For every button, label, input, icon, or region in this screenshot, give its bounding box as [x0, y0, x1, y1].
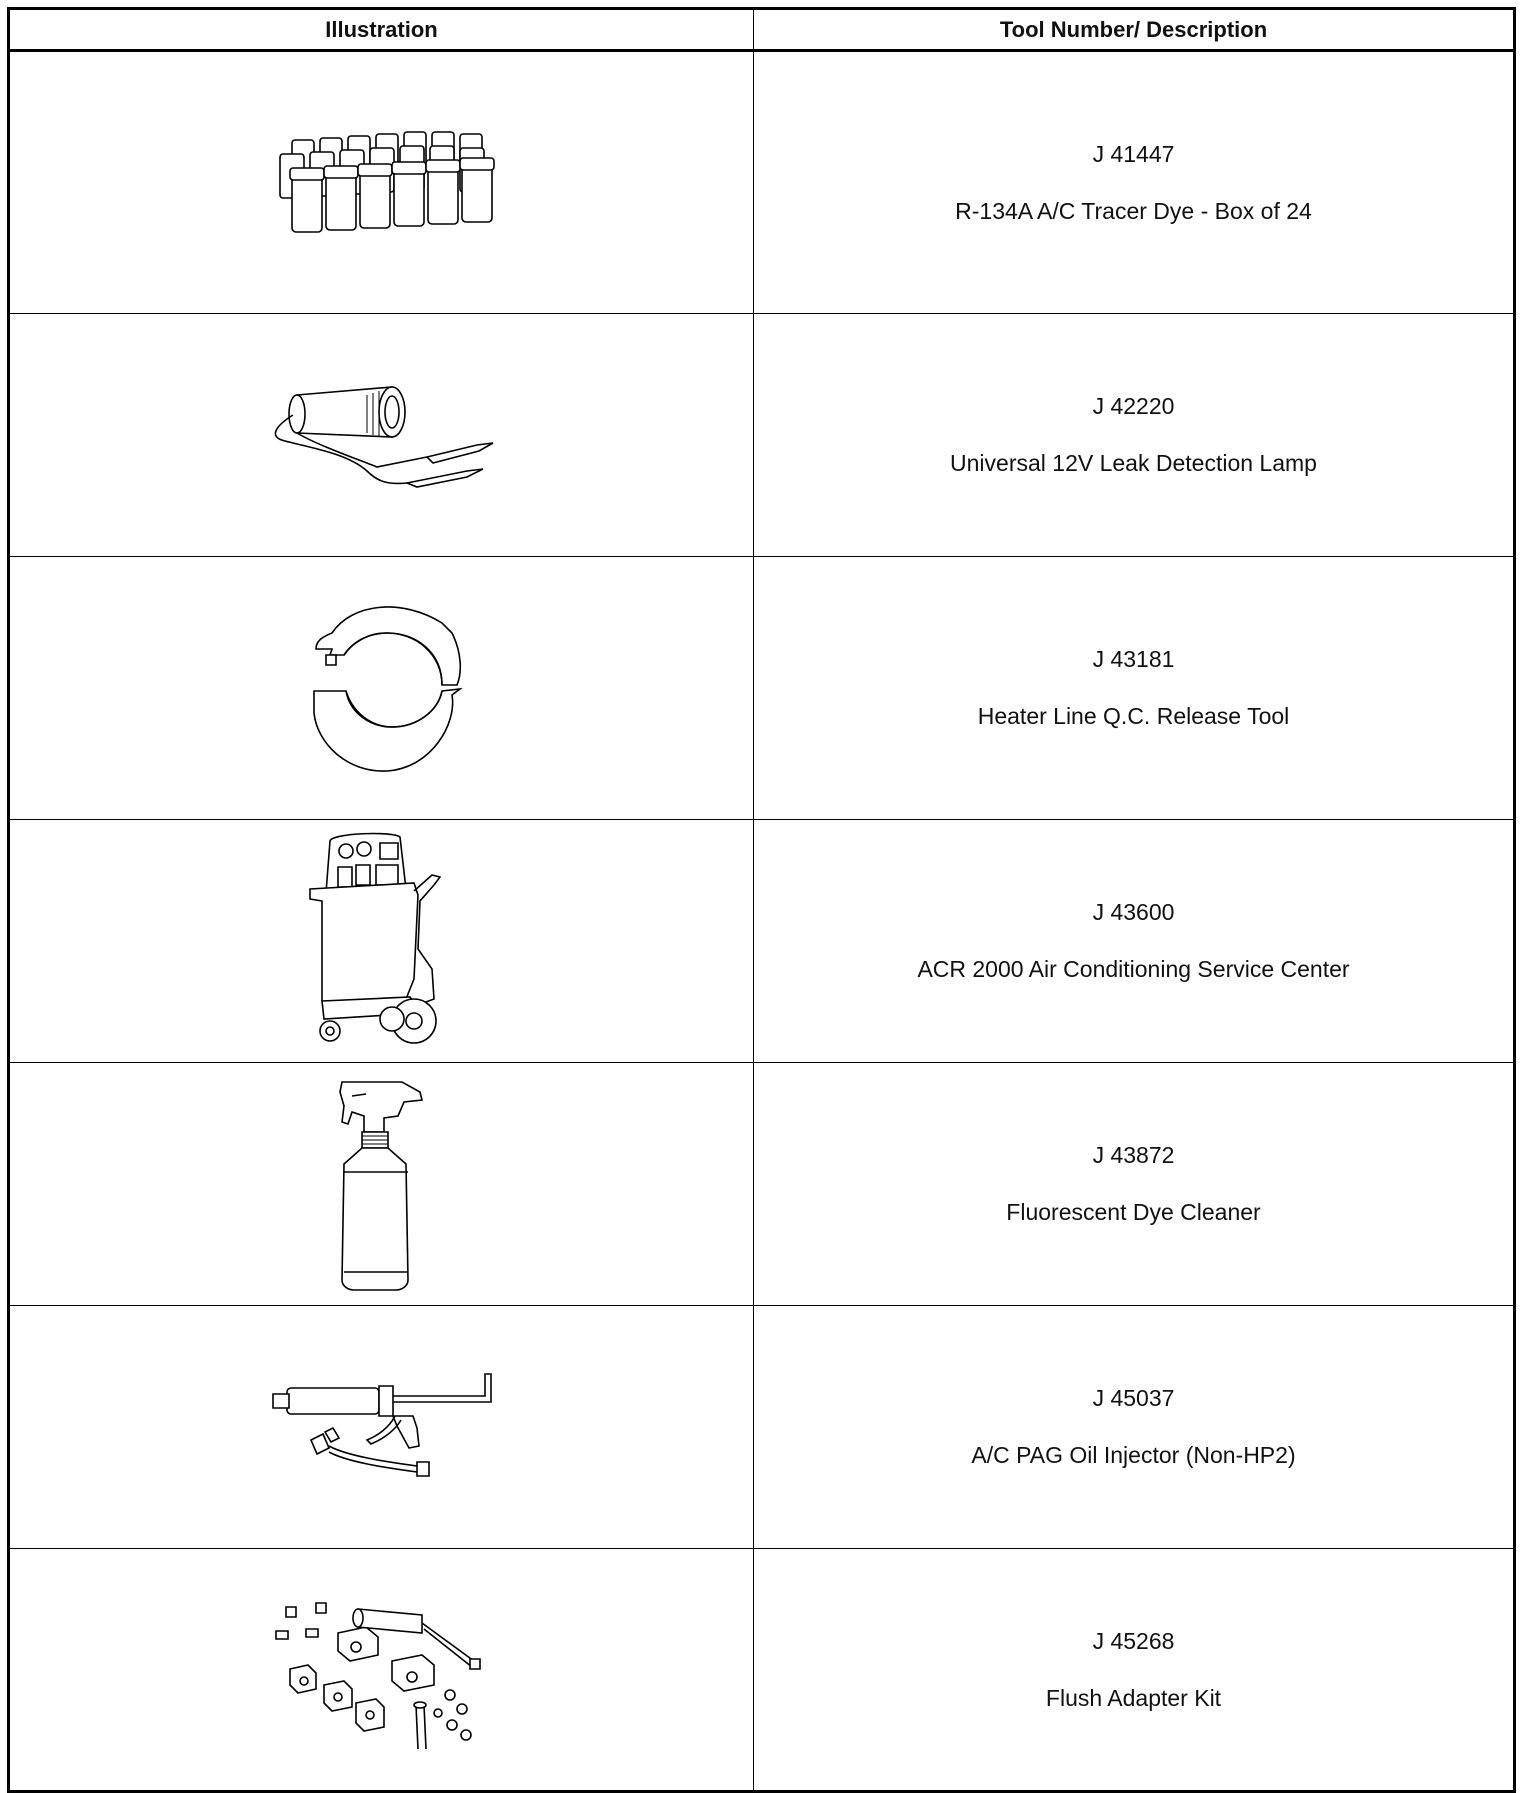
- dye-bottles-icon: [262, 128, 502, 238]
- tool-description: ACR 2000 Air Conditioning Service Center: [917, 956, 1350, 982]
- tool-description: Heater Line Q.C. Release Tool: [977, 703, 1290, 729]
- tool-number: J 43600: [1092, 899, 1175, 925]
- header-tool-number-description: Tool Number/ Description: [754, 9, 1515, 51]
- table-row: [9, 820, 1515, 1063]
- tool-number: J 45037: [1092, 1385, 1175, 1411]
- flush-adapter-kit-icon: [262, 1585, 502, 1755]
- release-tool-icon: [292, 593, 472, 783]
- table-row: [9, 557, 1515, 820]
- illustration-cell: [9, 820, 754, 1063]
- table-row: [9, 51, 1515, 314]
- oil-injector-gun-icon: [267, 1370, 497, 1485]
- tool-description: Fluorescent Dye Cleaner: [1006, 1199, 1261, 1225]
- spray-bottle-icon: [322, 1072, 442, 1297]
- table-row: [9, 1063, 1515, 1306]
- tool-description: A/C PAG Oil Injector (Non-HP2): [971, 1442, 1296, 1468]
- description-cell: [754, 557, 1515, 820]
- tool-number: J 43872: [1092, 1142, 1175, 1168]
- description-cell: [754, 51, 1515, 314]
- table-row: [9, 314, 1515, 557]
- header-illustration: Illustration: [9, 9, 754, 51]
- description-cell: [754, 1063, 1515, 1306]
- illustration-cell: [9, 314, 754, 557]
- tool-description: Universal 12V Leak Detection Lamp: [950, 450, 1317, 476]
- tool-table: [7, 7, 1516, 1793]
- illustration-cell: [9, 1063, 754, 1306]
- tool-description: R-134A A/C Tracer Dye - Box of 24: [955, 197, 1312, 224]
- table-row: [9, 1549, 1515, 1792]
- table-row: [9, 1306, 1515, 1549]
- description-cell: [754, 314, 1515, 557]
- illustration-cell: [9, 557, 754, 820]
- service-center-cart-icon: [302, 829, 462, 1054]
- description-cell: [754, 1306, 1515, 1549]
- header-row: [9, 9, 1515, 51]
- leak-detection-lamp-icon: [267, 375, 497, 495]
- tool-description: Flush Adapter Kit: [1045, 1684, 1222, 1711]
- tool-number: J 43181: [1092, 646, 1175, 672]
- tool-number: J 45268: [1092, 1627, 1175, 1654]
- tool-number: J 42220: [1092, 393, 1175, 419]
- description-cell: [754, 1549, 1515, 1792]
- illustration-cell: [9, 1306, 754, 1549]
- illustration-cell: [9, 51, 754, 314]
- illustration-cell: [9, 1549, 754, 1792]
- tool-number: J 41447: [1092, 140, 1175, 167]
- description-cell: [754, 820, 1515, 1063]
